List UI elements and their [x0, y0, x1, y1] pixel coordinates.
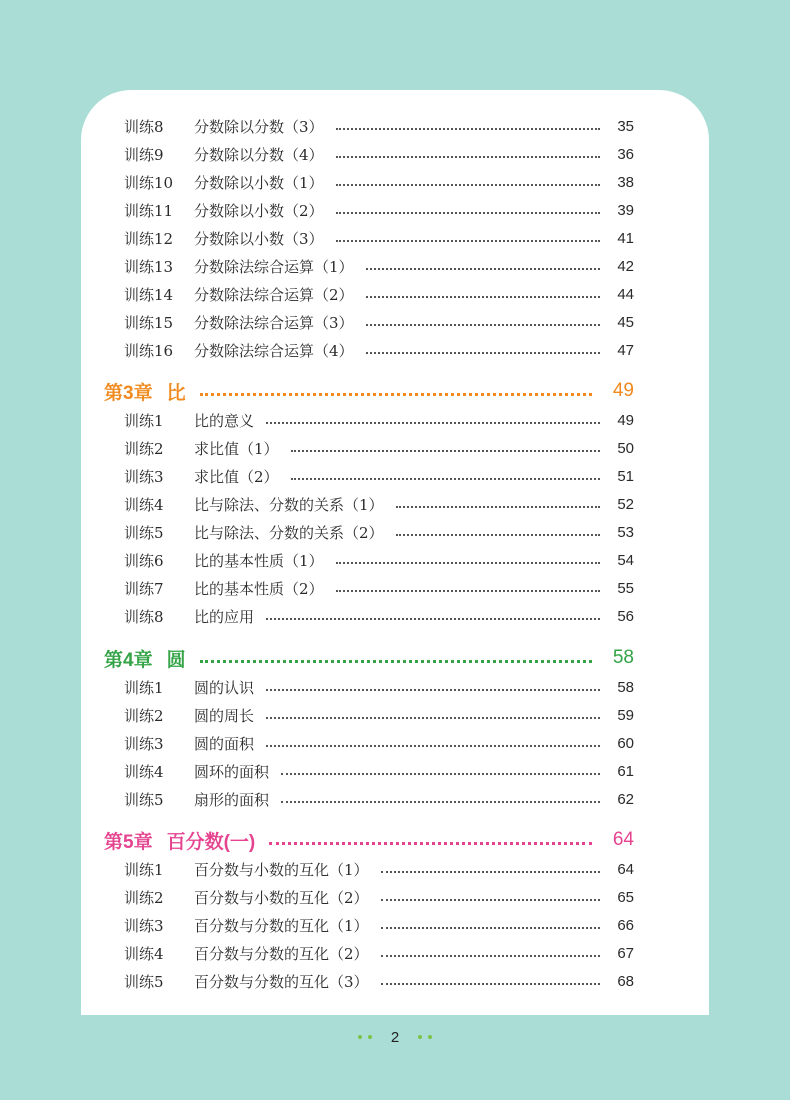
entry-title: 百分数与小数的互化（1）: [194, 860, 369, 879]
leader-dots: [266, 618, 600, 620]
toc-entry[interactable]: [104, 969, 634, 993]
entry-code: 训练5: [124, 790, 164, 809]
toc-entry[interactable]: [104, 885, 634, 909]
entry-title: 圆环的面积: [194, 762, 270, 781]
entry-title: 求比值（2）: [194, 467, 279, 486]
footer-dot: [358, 1035, 362, 1039]
leader-dots: [381, 871, 600, 873]
toc-entry[interactable]: [104, 226, 634, 250]
entry-code: 训练2: [124, 439, 164, 458]
leader-dots: [281, 801, 600, 803]
toc-entry[interactable]: [104, 548, 634, 572]
toc-entry[interactable]: [104, 759, 634, 783]
leader-dots: [381, 955, 600, 957]
leader-dots: [291, 450, 600, 452]
entry-page: 60: [617, 734, 634, 752]
chapter-heading-5[interactable]: [104, 825, 634, 855]
toc-entry[interactable]: [104, 492, 634, 516]
toc-entry[interactable]: [104, 310, 634, 334]
entry-code: 训练4: [124, 495, 164, 514]
entry-page: 50: [617, 439, 634, 457]
entry-page: 59: [617, 706, 634, 724]
entry-code: 训练4: [124, 762, 164, 781]
entry-code: 训练15: [124, 313, 174, 332]
toc-entry[interactable]: [104, 282, 634, 306]
toc-entry[interactable]: [104, 464, 634, 488]
entry-page: 35: [617, 117, 634, 135]
toc-entry[interactable]: [104, 731, 634, 755]
toc-entry[interactable]: [104, 703, 634, 727]
entry-code: 训练5: [124, 523, 164, 542]
entry-code: 训练5: [124, 972, 164, 991]
entry-page: 67: [617, 944, 634, 962]
leader-dots: [200, 393, 592, 396]
footer-dot: [368, 1035, 372, 1039]
entry-title: 分数除以分数（3）: [194, 117, 324, 136]
entry-title: 分数除以小数（3）: [194, 229, 324, 248]
toc-entry[interactable]: [104, 114, 634, 138]
toc-entry[interactable]: [104, 913, 634, 937]
chapter-page: 49: [612, 380, 634, 401]
leader-dots: [336, 156, 600, 158]
footer-dot: [418, 1035, 422, 1039]
leader-dots: [366, 268, 600, 270]
entry-title: 比的应用: [194, 607, 255, 626]
entry-code: 训练8: [124, 607, 164, 626]
entry-page: 54: [617, 551, 634, 569]
leader-dots: [381, 899, 600, 901]
toc-entry[interactable]: [104, 170, 634, 194]
chapter-code: 第5章: [104, 831, 153, 853]
entry-code: 训练6: [124, 551, 164, 570]
entry-code: 训练11: [124, 201, 174, 220]
entry-page: 56: [617, 607, 634, 625]
entry-title: 百分数与分数的互化（1）: [194, 916, 369, 935]
entry-page: 52: [617, 495, 634, 513]
entry-code: 训练1: [124, 411, 164, 430]
toc-entry[interactable]: [104, 520, 634, 544]
entry-page: 55: [617, 579, 634, 597]
chapter-title: 圆: [166, 649, 186, 671]
entry-page: 51: [617, 467, 634, 485]
entry-code: 训练10: [124, 173, 174, 192]
entry-page: 45: [617, 313, 634, 331]
leader-dots: [266, 689, 600, 691]
entry-title: 比与除法、分数的关系（2）: [194, 523, 384, 542]
entry-code: 训练2: [124, 706, 164, 725]
leader-dots: [366, 352, 600, 354]
entry-title: 百分数与分数的互化（2）: [194, 944, 369, 963]
entry-code: 训练12: [124, 229, 174, 248]
entry-code: 训练3: [124, 734, 164, 753]
leader-dots: [336, 590, 600, 592]
toc-entry[interactable]: [104, 408, 634, 432]
leader-dots: [266, 422, 600, 424]
leader-dots: [336, 212, 600, 214]
footer-dot: [428, 1035, 432, 1039]
leader-dots: [366, 296, 600, 298]
entry-title: 扇形的面积: [194, 790, 270, 809]
entry-title: 分数除以分数（4）: [194, 145, 324, 164]
entry-code: 训练14: [124, 285, 174, 304]
chapter-page: 64: [612, 829, 634, 850]
entry-code: 训练4: [124, 944, 164, 963]
entry-page: 62: [617, 790, 634, 808]
toc-entry[interactable]: [104, 198, 634, 222]
chapter-heading-3[interactable]: [104, 376, 634, 406]
entry-page: 61: [617, 762, 634, 780]
entry-title: 比的基本性质（1）: [194, 551, 324, 570]
entry-title: 百分数与小数的互化（2）: [194, 888, 369, 907]
leader-dots: [381, 927, 600, 929]
entry-title: 求比值（1）: [194, 439, 279, 458]
entry-page: 58: [617, 678, 634, 696]
entry-title: 分数除以小数（2）: [194, 201, 324, 220]
toc-entry[interactable]: [104, 675, 634, 699]
entry-page: 36: [617, 145, 634, 163]
entry-title: 圆的周长: [194, 706, 255, 725]
toc-entry[interactable]: [104, 142, 634, 166]
leader-dots: [200, 660, 592, 663]
toc-entry[interactable]: [104, 941, 634, 965]
entry-page: 65: [617, 888, 634, 906]
leader-dots: [336, 562, 600, 564]
leader-dots: [269, 842, 592, 845]
toc-entry[interactable]: [104, 254, 634, 278]
chapter-code: 第4章: [104, 649, 153, 671]
entry-page: 47: [617, 341, 634, 359]
entry-page: 38: [617, 173, 634, 191]
entry-code: 训练1: [124, 860, 164, 879]
entry-title: 分数除法综合运算（3）: [194, 313, 354, 332]
leader-dots: [396, 534, 600, 536]
entry-title: 比的意义: [194, 411, 255, 430]
entry-code: 训练7: [124, 579, 164, 598]
leader-dots: [291, 478, 600, 480]
leader-dots: [366, 324, 600, 326]
entry-title: 圆的认识: [194, 678, 255, 697]
toc-entry[interactable]: [104, 857, 634, 881]
entry-code: 训练16: [124, 341, 174, 360]
leader-dots: [266, 717, 600, 719]
entry-page: 44: [617, 285, 634, 303]
chapter-title: 百分数(一): [166, 831, 256, 853]
leader-dots: [396, 506, 600, 508]
entry-title: 分数除法综合运算（4）: [194, 341, 354, 360]
entry-title: 比与除法、分数的关系（1）: [194, 495, 384, 514]
chapter-code: 第3章: [104, 382, 153, 404]
toc-entry[interactable]: [104, 787, 634, 811]
leader-dots: [266, 745, 600, 747]
entry-title: 分数除以小数（1）: [194, 173, 324, 192]
entry-title: 圆的面积: [194, 734, 255, 753]
entry-page: 41: [617, 229, 634, 247]
entry-page: 68: [617, 972, 634, 990]
entry-code: 训练9: [124, 145, 164, 164]
toc-entry[interactable]: [104, 576, 634, 600]
entry-code: 训练3: [124, 467, 164, 486]
entry-code: 训练2: [124, 888, 164, 907]
leader-dots: [336, 240, 600, 242]
leader-dots: [381, 983, 600, 985]
toc-entry[interactable]: [104, 338, 634, 362]
page-number: 2: [390, 1028, 400, 1046]
entry-page: 42: [617, 257, 634, 275]
entry-page: 49: [617, 411, 634, 429]
leader-dots: [336, 128, 600, 130]
entry-page: 64: [617, 860, 634, 878]
toc-entry[interactable]: [104, 436, 634, 460]
entry-title: 百分数与分数的互化（3）: [194, 972, 369, 991]
entry-title: 分数除法综合运算（2）: [194, 285, 354, 304]
toc-entry[interactable]: [104, 604, 634, 628]
leader-dots: [336, 184, 600, 186]
entry-page: 66: [617, 916, 634, 934]
leader-dots: [281, 773, 600, 775]
entry-code: 训练1: [124, 678, 164, 697]
chapter-heading-4[interactable]: [104, 643, 634, 673]
entry-page: 53: [617, 523, 634, 541]
entry-code: 训练3: [124, 916, 164, 935]
entry-title: 分数除法综合运算（1）: [194, 257, 354, 276]
chapter-page: 58: [612, 647, 634, 668]
chapter-title: 比: [166, 382, 186, 404]
entry-page: 39: [617, 201, 634, 219]
entry-code: 训练13: [124, 257, 174, 276]
entry-title: 比的基本性质（2）: [194, 579, 324, 598]
page-footer: [0, 1027, 790, 1047]
entry-code: 训练8: [124, 117, 164, 136]
